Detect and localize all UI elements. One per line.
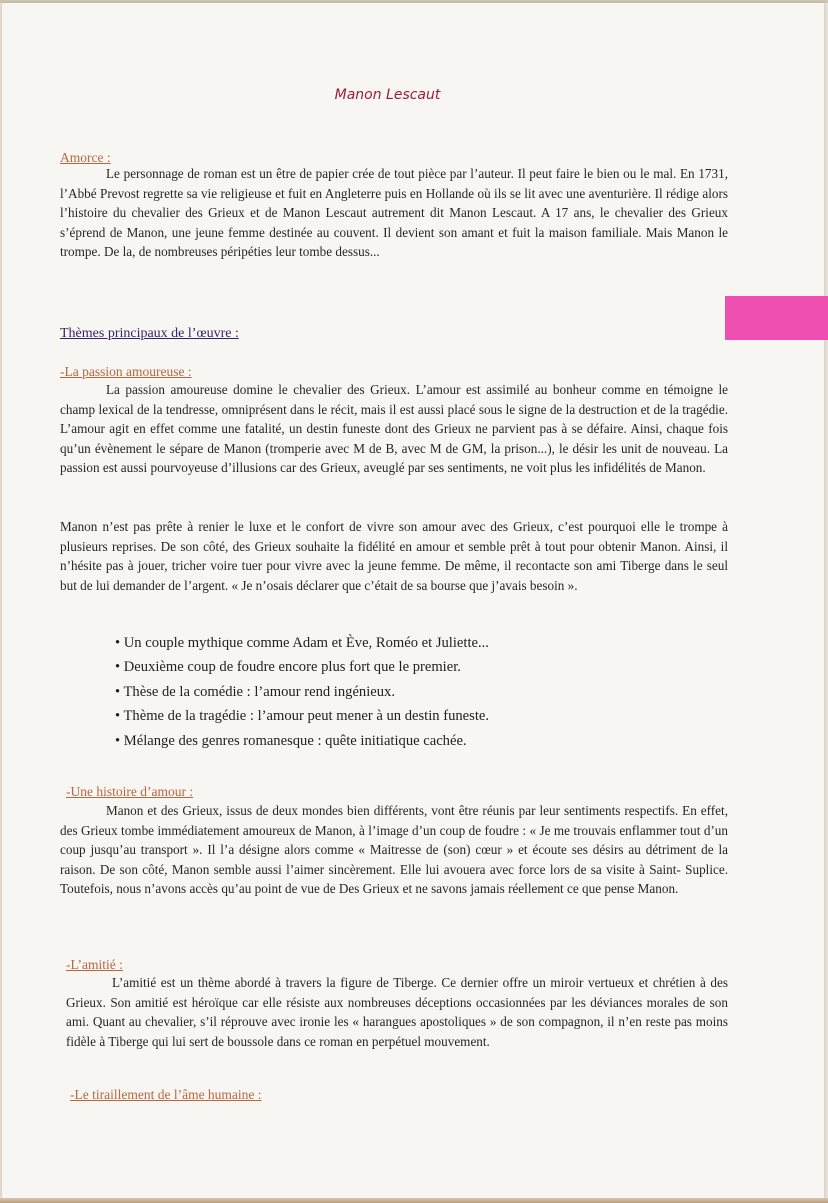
passion-text-2: Manon n’est pas prête à renier le luxe et le confort de vivre son amour avec des Grieux, c’est pourquoi elle le trompe à plusieurs reprises. De son côté, des Grieux souhaite la fidélité en amour et semble prêt à tout pour obtenir Manon. Ainsi, il n’hésite pas à jouer, tricher voire tuer pour vivre avec la jeune femme. De même, il recontacte son ami Tiberge dans le seul but de lui demander de l’argent. « Je n’osais déclarer que c’était de sa bourse que j’avais besoin ».	[60, 519, 728, 593]
amorce-heading: Amorce :	[60, 150, 111, 165]
bullet-item: • Thèse de la comédie : l’amour rend ingénieux.	[115, 680, 489, 704]
bullet-item: • Deuxième coup de foudre encore plus fort que le premier.	[115, 655, 489, 679]
bullet-item: • Mélange des genres romanesque : quête initiatique cachée.	[115, 729, 489, 753]
bullet-item: • Un couple mythique comme Adam et Ève, Roméo et Juliette...	[115, 631, 489, 655]
bullet-item: • Thème de la tragédie : l’amour peut mener à un destin funeste.	[115, 704, 489, 728]
tiraillement-heading: -Le tiraillement de l’âme humaine :	[70, 1087, 262, 1102]
passion-text-1: La passion amoureuse domine le chevalier des Grieux. L’amour est assimilé au bonheur comme en témoigne le champ lexical de la tendresse, omniprésent dans le récit, mais il est aussi placé sous le signe de la destruction et de la tragédie. L’amour agit en effet comme une fatalité, un destin funeste dont des Grieux ne parvient pas à se défaire. Ainsi, chaque fois qu’un évènement le sépare de Manon (tromperie avec M de B, avec M de GM, la prison...), le désir les unit de nouveau. La passion est aussi pourvoyeuse d’illusions car des Grieux, aveuglé par ses sentiments, ne voit plus les infidélités de Manon.	[60, 382, 728, 476]
passion-paragraph-2	[60, 517, 728, 595]
themes-heading: Thèmes principaux de l’œuvre :	[60, 326, 239, 341]
passion-heading: -La passion amoureuse :	[60, 364, 192, 379]
amitie-paragraph	[66, 973, 728, 1051]
amorce-text: Le personnage de roman est un être de papier crée de tout pièce par l’auteur. Il peut faire le bien ou le mal. En 1731, l’Abbé Prevost regrette sa vie religieuse et fuit en Angleterre puis en Hollande où ils se lit avec une aventurière. Il rédige alors l’histoire du chevalier des Grieux et de Manon Lescaut autrement dit Manon Lescaut. A 17 ans, le chevalier des Grieux s’éprend de Manon, une jeune femme destinée au couvent. Il devient son amant et fuit la maison familiale. Mais Manon le trompe. De la, de nombreuses péripéties leur tombe dessus...	[60, 166, 728, 260]
document-title: Manon Lescaut	[334, 87, 441, 103]
amitie-text: L’amitié est un thème abordé à travers la figure de Tiberge. Ce dernier offre un miroir vertueux et chrétien à des Grieux. Son amitié est héroïque car elle résiste aux nombreuses déceptions occasionnées par les déviances morales de son ami. Quant au chevalier, s’il réprouve avec ironie les « harangues apostoliques » de son compagnon, il n’en reste pas moins fidèle à Tiberge qui lui sert de boussole dans ce roman en perpétuel mouvement.	[66, 975, 728, 1049]
amorce-paragraph	[60, 164, 728, 262]
histoire-paragraph	[60, 801, 728, 899]
page-bottom-edge	[0, 1198, 828, 1203]
passion-paragraph-1	[60, 380, 728, 478]
histoire-text: Manon et des Grieux, issus de deux mondes bien différents, vont être réunis par leur sentiments respectifs. En effet, des Grieux tombe immédiatement amoureux de Manon, à l’image d’un coup de foudre : « Je me trouvais enflammer tout d’un coup jusqu’au transport ». Il l’a désigne alors comme « Maitresse de (son) cœur » et écoute ses désirs au détriment de la raison. De son côté, Manon semble aussi l’aimer sincèrement. Elle lui avouera avec force lors de sa visite à Saint- Suplice. Toutefois, nous n’avons accès qu’au point de vue de Des Grieux et ne savons jamais réellement ce que pense Manon.	[60, 803, 728, 897]
passion-bullet-list	[115, 631, 489, 753]
pink-sticky-tab	[725, 296, 828, 340]
amitie-heading: -L’amitié :	[66, 957, 123, 972]
histoire-heading: -Une histoire d’amour :	[66, 784, 194, 799]
